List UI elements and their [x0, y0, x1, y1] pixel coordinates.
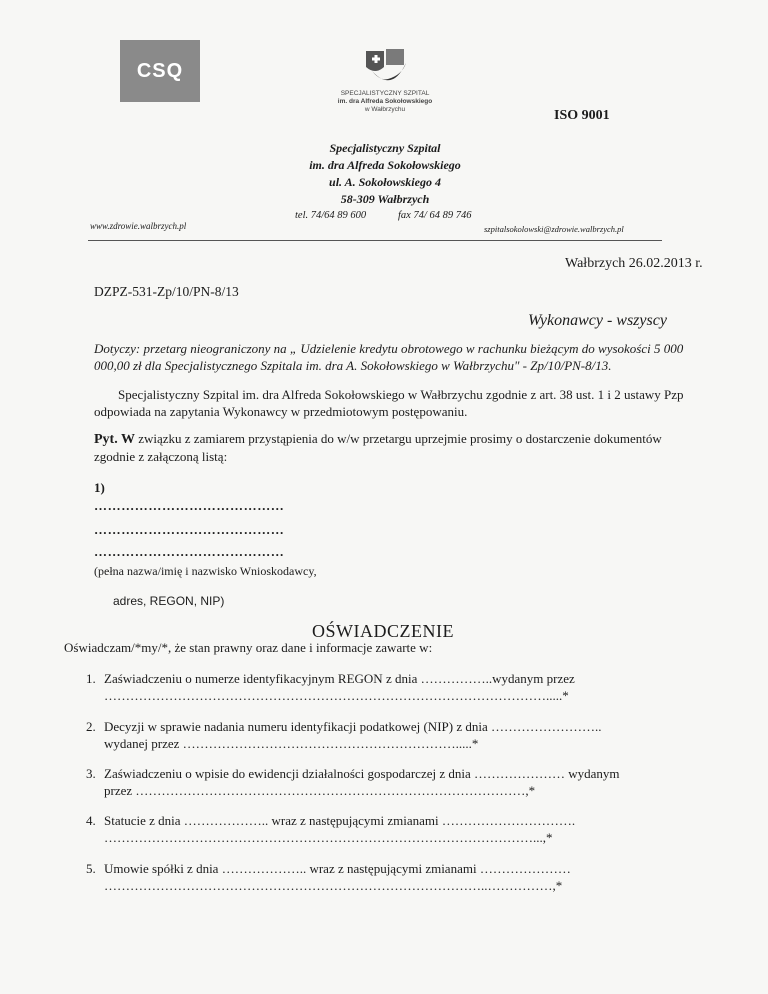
letter-date: Wałbrzych 26.02.2013 r.: [565, 256, 703, 271]
blank-line: ……………………………………: [94, 522, 285, 537]
declaration-item: [86, 718, 688, 752]
question-paragraph: [94, 430, 684, 465]
declaration-intro: Oświadczam/*my/*, że stan prawny oraz dane i informacje zawarte w:: [64, 640, 433, 655]
csq-logo: [120, 40, 200, 102]
item-text: Statucie z dnia ……………….. wraz z następującymi zmianami ………………………….: [104, 813, 576, 828]
subject-paragraph: Dotyczy: przetarg nieograniczony na „ Udzielenie kredytu obrotowego w rachunku bieżącym do wysokości 5 000 000,00 zł dla Specjalistycznego Szpitala im. dra A. Sokołowskiego w Wałbrzychu" - Zp/10/PN-8/13.: [94, 341, 684, 373]
declaration-item: [86, 860, 688, 894]
applicant-address-hint: adres, REGON, NIP): [113, 594, 225, 608]
hospital-logo-icon: [362, 45, 408, 91]
case-reference: DZPZ-531-Zp/10/PN-8/13: [94, 284, 239, 299]
blank-line: ……………………………………: [94, 544, 285, 559]
email-link[interactable]: szpitalsokolowski@zdrowie.walbrzych.pl: [484, 224, 624, 234]
item-number: 2.: [86, 719, 96, 734]
item-text: Umowie spółki z dnia ……………….. wraz z następującymi zmianami …………………: [104, 861, 571, 876]
address-line: ul. A. Sokołowskiego 4: [329, 175, 441, 189]
blank-line: ……………………………………: [94, 498, 285, 513]
item-continuation: ………………………………………………………………………………………….....*: [104, 688, 569, 703]
item-continuation: ………………………………………………………………………………………...,*: [104, 830, 553, 845]
header-divider: [88, 240, 662, 241]
intro-paragraph: Specjalistyczny Szpital im. dra Alfreda Sokołowskiego w Wałbrzychu zgodnie z art. 38 ust. 1 i 2 ustawy Pzp odpowiada na zapytania Wykonawcy w przedmiotowym postępowaniu.: [94, 387, 684, 419]
item-number: 4.: [86, 813, 96, 828]
declaration-title: OŚWIADCZENIE: [312, 621, 454, 641]
phone-number: tel. 74/64 89 600: [295, 210, 367, 221]
item-continuation: ……………………………………………………………………………..……………,*: [104, 878, 563, 893]
item-text: Decyzji w sprawie nadania numeru identyfikacji podatkowej (NIP) z dnia ……………………..: [104, 719, 602, 734]
address-line: Specjalistyczny Szpital: [329, 141, 441, 155]
hospital-logo-line3: w Wałbrzychu: [364, 106, 406, 113]
declaration-item: [86, 812, 688, 846]
question-text: związku z zamiarem przystąpienia do w/w przetargu uprzejmie prosimy o dostarczenie dokumentów zgodnie z załączoną listą:: [94, 431, 662, 464]
hospital-address: [270, 140, 500, 208]
item-number: 3.: [86, 766, 96, 781]
item-number: 5.: [86, 861, 96, 876]
website-link[interactable]: www.zdrowie.walbrzych.pl: [90, 221, 187, 231]
declaration-item: [86, 670, 688, 704]
item-continuation: przez ………………………………………………………………………………,*: [104, 783, 536, 798]
declaration-item: [86, 765, 688, 799]
list-number: 1): [94, 480, 105, 495]
fax-number: fax 74/ 64 89 746: [398, 210, 472, 221]
item-number: 1.: [86, 671, 96, 686]
item-text: Zaświadczeniu o numerze identyfikacyjnym REGON z dnia ……………..wydanym przez: [104, 671, 575, 686]
item-text: Zaświadczeniu o wpisie do ewidencji działalności gospodarczej z dnia ………………… wydanym: [104, 766, 620, 781]
iso-label: ISO 9001: [554, 108, 610, 123]
item-continuation: wydanej przez ……………………………………………………….....*: [104, 736, 479, 751]
applicant-name-hint: (pełna nazwa/imię i nazwisko Wnioskodawcy,: [94, 564, 317, 578]
hospital-logo-line1: SPECJALISTYCZNY SZPITAL: [340, 90, 430, 97]
question-label: Pyt. W: [94, 432, 135, 447]
csq-logo-text: CSQ: [136, 59, 184, 82]
address-line: 58-309 Wałbrzych: [340, 192, 430, 206]
hospital-logo-caption: [300, 90, 470, 114]
recipient: Wykonawcy - wszyscy: [528, 312, 667, 329]
address-line: im. dra Alfreda Sokołowskiego: [309, 158, 461, 172]
hospital-logo-line2: im. dra Alfreda Sokołowskiego: [337, 98, 433, 105]
